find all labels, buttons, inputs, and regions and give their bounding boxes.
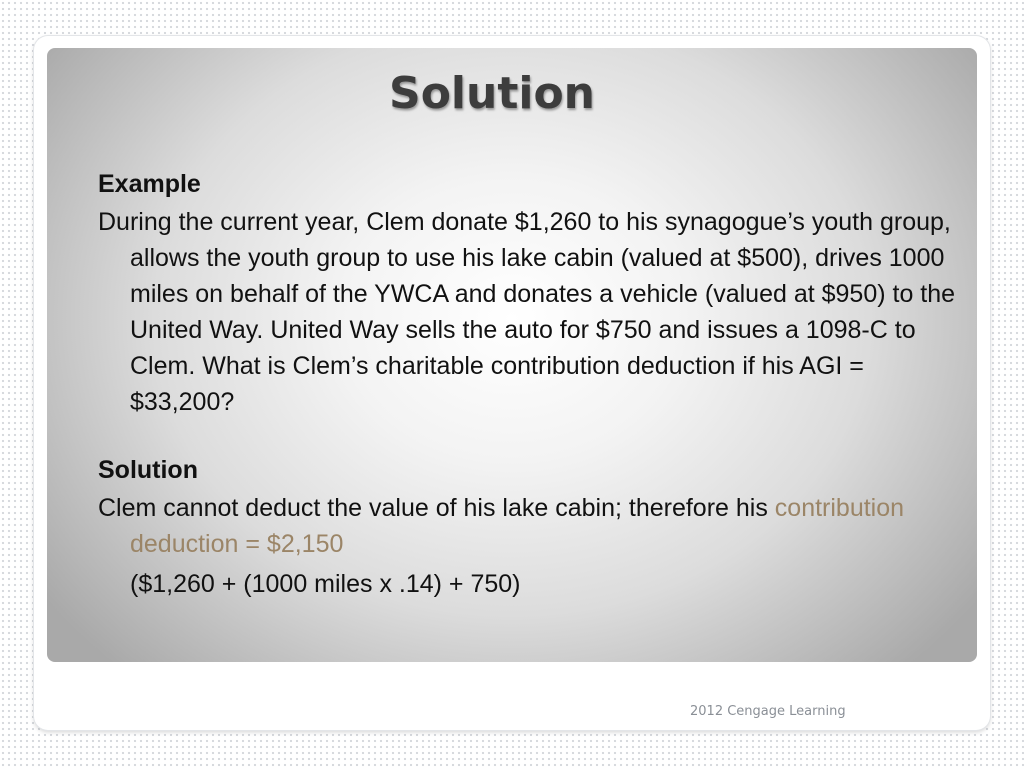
spacer xyxy=(98,420,970,452)
slide-content xyxy=(98,166,970,602)
solution-text xyxy=(98,490,970,562)
example-text: During the current year, Clem donate $1,260 to his synagogue’s youth group, allows the youth group to use his lake cabin (valued at $500), drives 1000 miles on behalf of the YWCA and donates a vehicle (valued at $950) to the United Way. United Way sells the auto for $750 and issues a 1098-C to Clem. What is Clem’s charitable contribution deduction if his AGI = $33,200? xyxy=(98,208,956,416)
solution-text-main: Clem cannot deduct the value of his lake cabin; therefore his xyxy=(98,494,768,522)
slide-title: Solution xyxy=(389,68,595,119)
solution-highlight: contribution deduction = $2,150 xyxy=(130,494,905,558)
solution-formula: ($1,260 + (1000 miles x .14) + 750) xyxy=(130,570,521,598)
solution-heading: Solution xyxy=(98,456,198,484)
footer-copyright: 2012 Cengage Learning xyxy=(690,704,846,719)
example-heading: Example xyxy=(98,170,201,198)
